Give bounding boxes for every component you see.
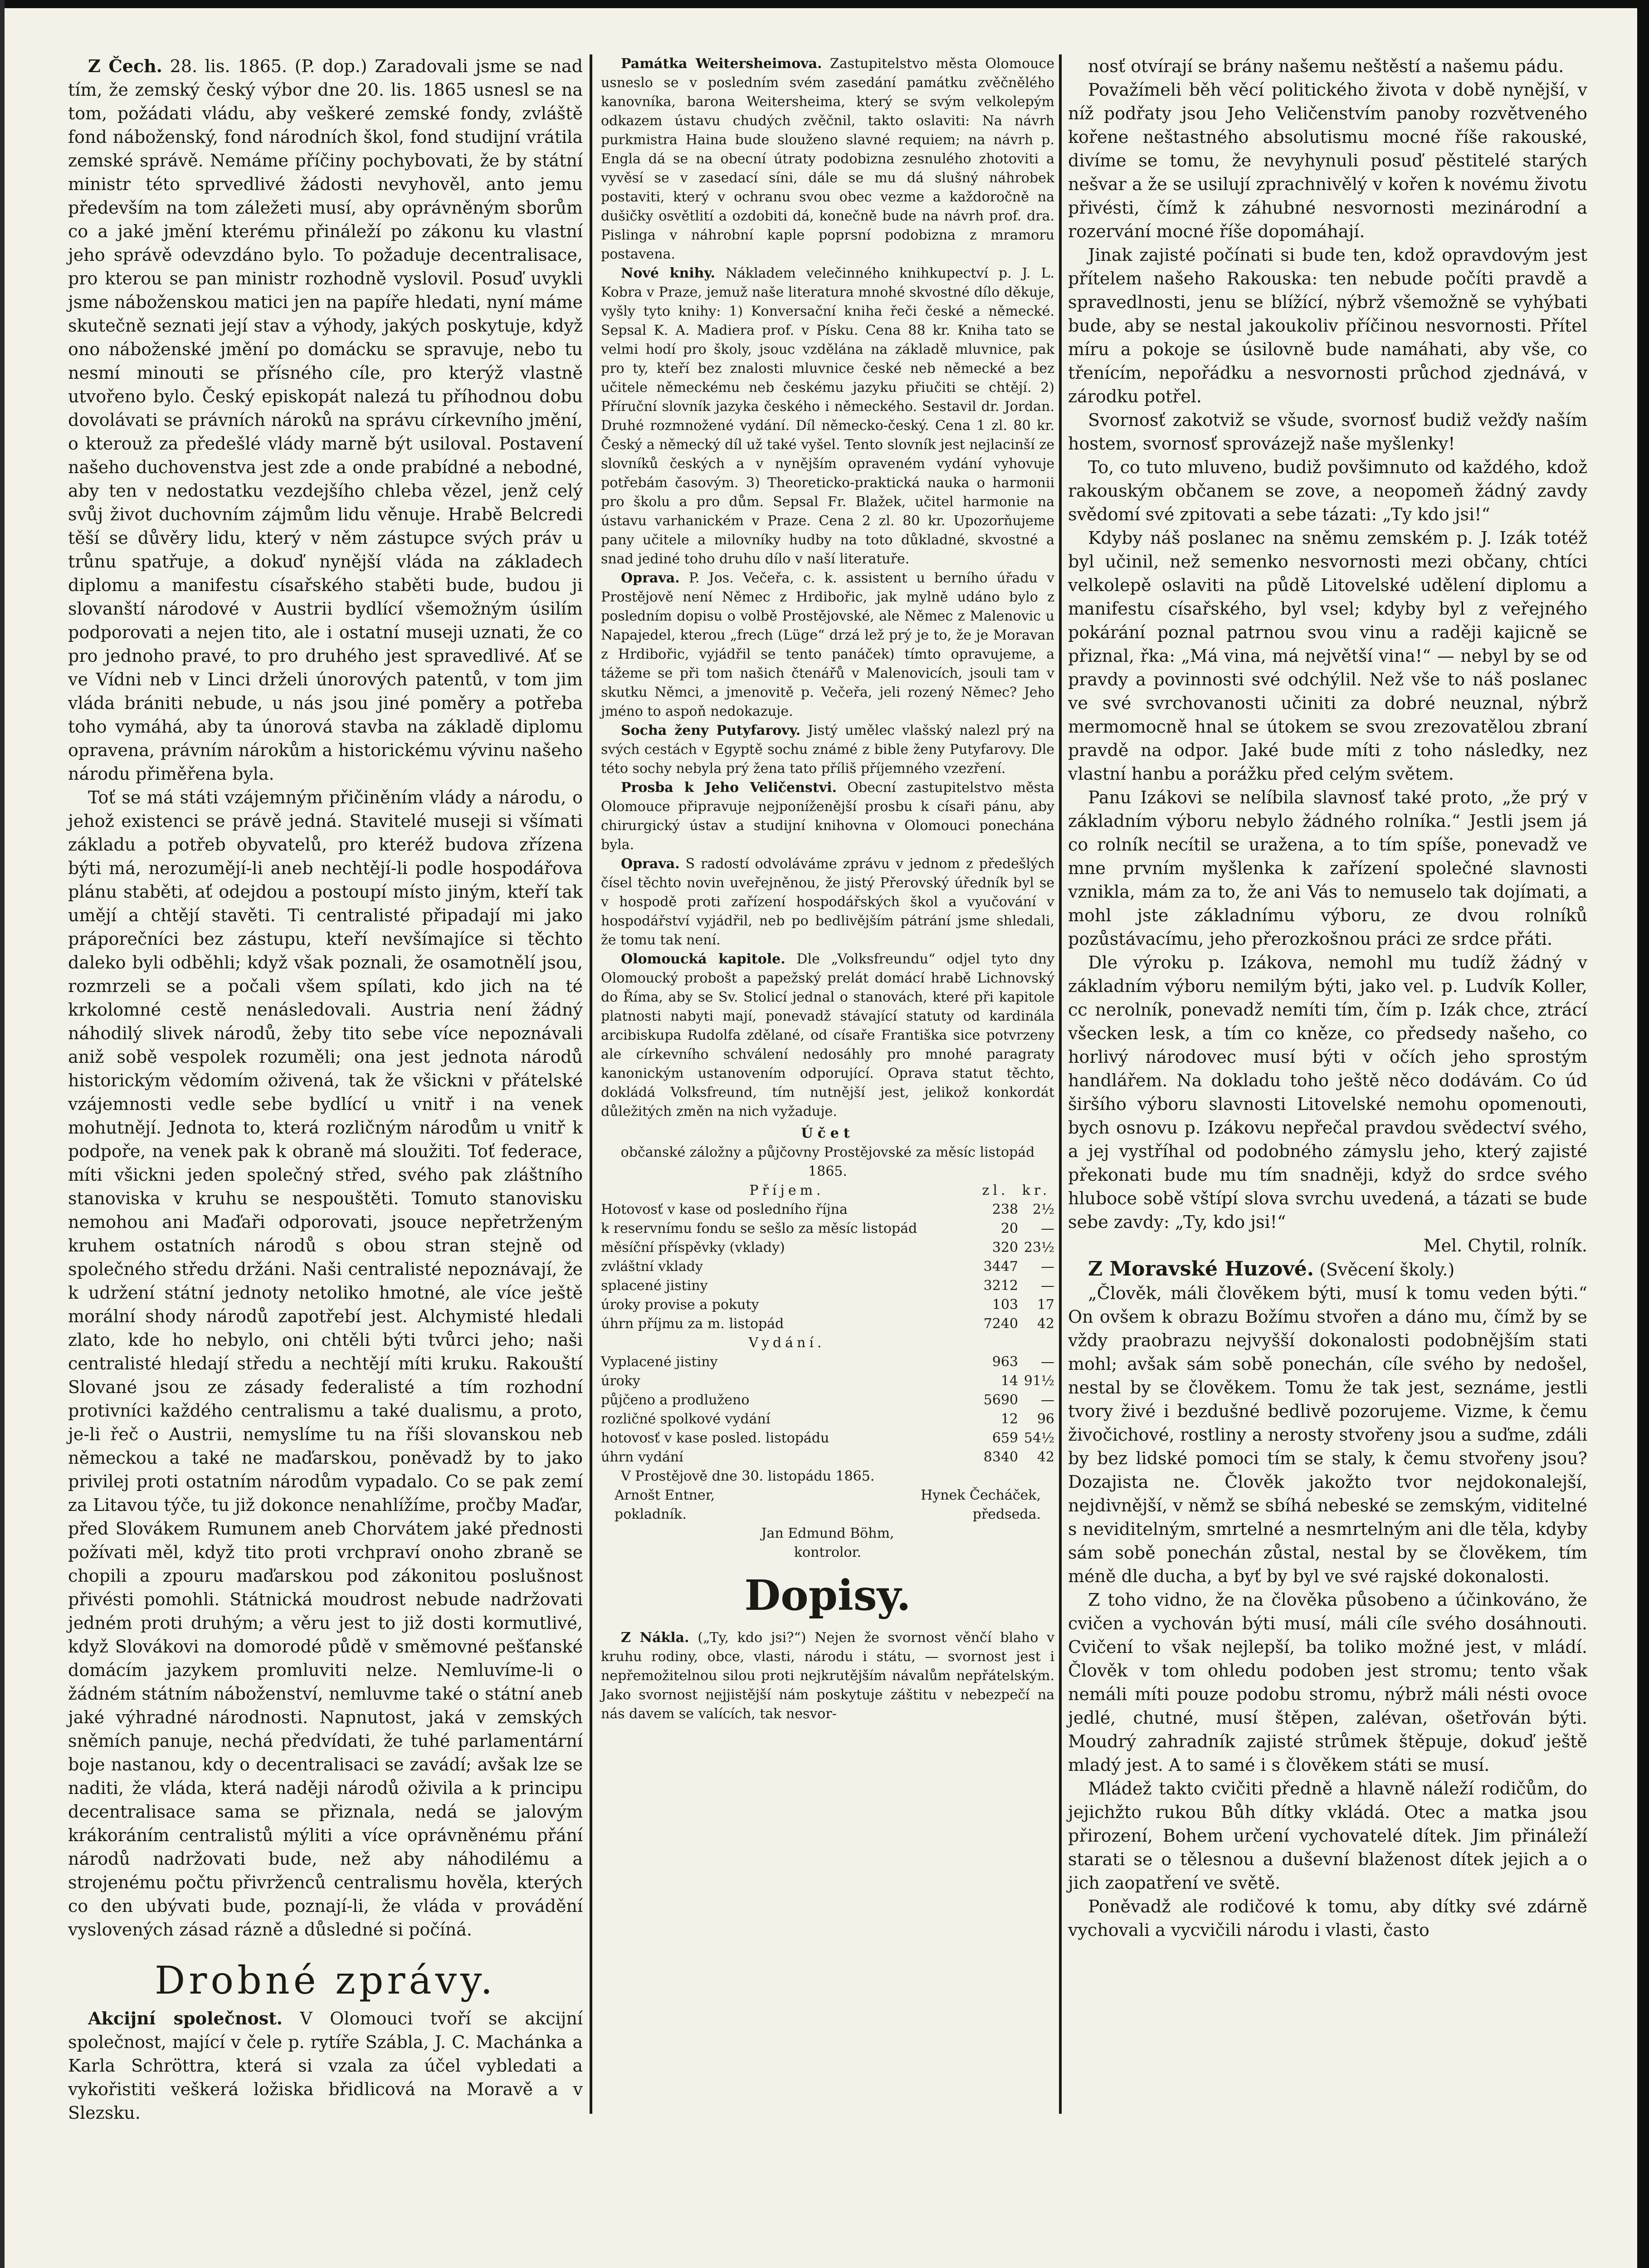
news-item-head: Prosba k Jeho Veličenstvi. [621, 780, 837, 796]
account-row [601, 1238, 1054, 1257]
news-item [601, 264, 1054, 569]
letter-paragraph: Z toho vidno, že na člověka působeno a účinkováno, že cvičen a vychován býti musí, máli cíle svého dosáhnouti. Cvičení to však nejlepší, ba toliko možné jest, v mládí. Člověk v tom ohledu podoben jest stromu; tento však nemáli míti pouze podobu stromu, nýbrž máli nésti ovoce jedlé, chutné, musí štěpen, zalévan, ošetřován býti. Moudrý zahradník zajisté strůmek štěpuje, dokuď ještě mladý jest. A to samé i s člověkem státi se musí. [1068, 1590, 1587, 1775]
article-z-cech [68, 54, 583, 786]
account-row-label: úhrn příjmu za m. listopád [601, 1316, 784, 1332]
letter-head: Z Moravské Huzové. [1088, 1257, 1314, 1281]
letter-huzova [1068, 1257, 1587, 1281]
account-row-kr: — [1041, 1221, 1054, 1237]
news-item-head: Olomoucká kapitole. [621, 951, 785, 967]
letter-signature: Mel. Chytil, rolník. [1423, 1236, 1587, 1256]
account-row-label: úhrn vydání [601, 1449, 683, 1465]
account-row-label: Vyplacené jistiny [601, 1354, 718, 1370]
news-item [601, 721, 1054, 778]
signature-center-name: Jan Edmund Böhm, [761, 1525, 894, 1541]
account-col-kr: kr. [1022, 1183, 1051, 1198]
account-signature-roles [601, 1505, 1054, 1524]
account-row-kr: 23½ [1024, 1240, 1054, 1256]
letter-z-nakla [601, 1628, 1054, 1724]
news-item-text: Nákladem velečinného knihkupectví p. J. L. Kobra v Praze, jemuž naše literatura mnohé skvostné dílo děkuje, vyšly tyto knihy: 1) Konversační kniha řeči české a německé. Sepsal K. A. Madiera prof. v Písku. Cena 88 kr. Kniha tato se velmi hodí pro školy, jsouc vzdělána na základě mluvnice, pak pro ty, kteří bez znalosti mluvnice české neb německé a bez učitele německému neb českému jazyku přiučiti se chtějí. 2) Příruční slovník jazyka českého i německého. Sestavil dr. Jordan. Druhé rozmnožené vydání. Díl německo-český. Cena 1 zl. 80 kr. Český a německý díl už také vyšel. Tento slovník jest nejlacinší ze slovníků českých a v nynějším opraveném vydání vyhovuje potřebám časovým. 3) Theoreticko-praktická nauka o harmonii pro školu a pro dům. Sepsal Fr. Blažek, učitel harmonie na ústavu varhanickém v Praze. Cena 2 zl. 80 kr. Upozorňujeme pany učitele a milovníky hudby na toto důkladné, skvostné a snad jediné toho druhu dílo v naší literatuře. [601, 265, 1054, 567]
account-row-label: hotovosť v kase posled. listopádu [601, 1430, 829, 1446]
section-title-drobne-zpravy: Drobné zprávy. [154, 1958, 497, 2003]
letter-paragraph: Mládež takto cvičiti předně a hlavně náleží rodičům, do jejichžto rukou Bůh dítky vkládá. Otec a matka jsou přirození, Bohem určení vychovatelé dítek. Jim přináleží starati se o tělesnou a duševní blaženost dítek jejich a o jich zaopatření ve světě. [1068, 1779, 1587, 1893]
news-item-text: Zastupitelstvo města Olomouce usneslo se v posledním svém zasedání památku zvěčnělého kanovníka, barona Weitersheima, který se svým velkolepým odkazem ústavu chudých zvěčnil, takto oslaviti: Na návrh purkmistra Haina bude slouženo slavné requiem; na návrh p. Engla dá se na obecní útraty podobizna zesnulého zhotoviti a vyvěsí se v zasedací síni, dále se mu dá slušný náhrobek postaviti, který v ochranu svou obec vezme a každoročně na dušičky osvětlití a ozdobiti dá, konečně bude na návrh prof. dra. Pislinga v náhrobní kaple poprsní podobizna z mramoru postavena. [601, 56, 1054, 262]
account-table [601, 1181, 1054, 1467]
account-row-zl: 320 [992, 1240, 1018, 1256]
account-row-kr: 2½ [1032, 1202, 1054, 1217]
letter-paragraph: Poněvadž ale rodičové k tomu, aby dítky své zdárně vychovali a vycvičili národu i vlasti, často [1068, 1897, 1587, 1940]
account-row [601, 1391, 1054, 1410]
article-lead: Z Čech. [88, 56, 162, 76]
account-header-row [601, 1181, 1054, 1200]
news-item [68, 2007, 583, 2125]
account-row [601, 1410, 1054, 1429]
account-row [601, 1353, 1054, 1372]
news-item [601, 569, 1054, 721]
account-row-kr: 54½ [1024, 1430, 1054, 1446]
account-row-label: rozličné spolkové vydání [601, 1411, 771, 1427]
account-row-label: půjčeno a prodluženo [601, 1392, 750, 1408]
news-item [601, 855, 1054, 950]
signature-left-role: pokladník. [615, 1506, 687, 1522]
account-row [601, 1429, 1054, 1448]
account-row-kr: 42 [1037, 1316, 1054, 1332]
account-row-zl: 7240 [983, 1316, 1018, 1332]
news-item-head: Oprava. [621, 570, 680, 586]
scan-border-top [0, 0, 1649, 8]
account-subtitle: občanské záložny a půjčovny Prostějovské za měsíc listopád 1865. [620, 1144, 1035, 1179]
news-item-text: Obecní zastupitelstvo města Olomouce připravuje nejponíženější prosbu k císaři pánu, aby chirurgický ústav a studijní knihovna v Olomouci ponechána byla. [601, 780, 1054, 853]
news-item-head: Oprava. [621, 856, 680, 872]
letter-paragraph: To, co tuto mluveno, budiž povšimnuto od každého, kdož rakouským občanem se zove, a neopomeň žádný zavdy svědomí své zpitovati a sebe tázati: „Ty kdo jsi!“ [1068, 457, 1587, 524]
signature-center-role: kontrolor. [794, 1545, 862, 1560]
account-expense-label: Vydání. [748, 1335, 825, 1351]
letter-paragraph: nosť otvírají se brány našemu neštěstí a našemu pádu. [1088, 56, 1564, 76]
signature-right-name: Hynek Čecháček, [921, 1487, 1041, 1503]
letter-head: Z Nákla. [621, 1630, 689, 1646]
account-expense-header-row [601, 1334, 1054, 1353]
letter-paragraph: „Člověk, máli člověkem býti, musí k tomu veden býti.“ On ovšem k obrazu Božímu stvořen a dáno mu, čímž by se vždy praobrazu nejvyšší dokonalosti podobnějším stati mohl; avšak sám sobě ponechán, cíle svého by nedošel, nestal by se člověkem. Tomu že tak jest, seznáme, jestli tvory živé i bezdušné bedlivě pozorujeme. Vizme, k čemu živočichové, rostliny a nerosty stvořeny jsou a suďme, zdáli by bez lidské pomoci tím se staly, k čemu stvořeny jsou? Dozajista ne. Člověk jakožto tvor nejdokonalejší, nejdivnější, v němž se sbíhá nebeské se zemským, viditelné s neviditelným, smrtelné a nesmrtelným ani dle těla, kdyby sám sobě ponechán zůstal, nestal by se člověkem, tím méně dle ducha, a byť by byl ve své rajské dokonalosti. [1068, 1283, 1587, 1586]
scan-border-left [0, 0, 5, 2268]
account-col-zl: zl. [982, 1183, 1009, 1198]
letter-paragraph: Svornosť zakotviž se všude, svornosť budiž vežďy naším hostem, svornosť sprovázejž naše myšlenky! [1068, 410, 1587, 454]
news-item [601, 950, 1054, 1121]
account-row-kr: — [1041, 1392, 1054, 1408]
letter-paragraph: Považímeli běh věcí politického života v době nynější, v níž podřaty jsou Jeho Veličenstvím panoby rozvětveného kořene neštastného absolutismu mocné říše rakouské, divíme se tomu, že nevyhynuli posuď pěstitelé starých nešvar a že se usilují zprachnivělý v kořen k novému životu přivésti, čímž k záhubné nesvornosti mezinárodní a rozervání mocné říše dopomáhají. [1068, 80, 1587, 241]
news-item-text: Jistý umělec vlašský nalezl prý na svých cestách v Egyptě sochu známé z bible ženy Putyfarovy. Dle této sochy nebyla prý žena tato příliš příjemného vzezření. [601, 723, 1054, 777]
article-paragraph: Toť se má státi vzájemným přičiněním vlády a národu, o jehož existenci se právě jedná. Stavitelé museji si všímati základu a potřeb obyvatelů, pro kteréž budova zřízena býti má, nerozumějí-li aneb nechtějí-li podle hospodářova plánu staběti, ať odejdou a postoupí místo jiným, kteří tak umějí a chtějí stavěti. Ti centralisté připadají mi jako práporečníci bez zástupu, kteří nevšímajíce si těchto daleko byli odběhli; když však poznali, že osamotnělí jsou, rozmrzeli se a počali všem spílati, kdo jich na té krkolomné cestě nenásledovali. Austria není žádný náhodilý slivek národů, žeby tito sebe více nepoznávali aniž sobě vespolek rozuměli; ona jest jednota národů historickým vědomím oživená, tak že všickni v přátelské vzájemnosti vedle sebe bydlící u vnitř i na venek mohutnějí. Jednota to, která rozličným národům u vnitř k podpoře, na venek pak k obraně má sloužiti. Toť federace, míti všickni jeden společný střed, svého pak zláštního stanoviska v kruhu se nespouštěti. Tomuto stanovisku nemohou ani Maďaři odporovati, jsouce nepřetrženým kruhem ostatních národů s obou stran stejně od společného středu držáni. Naši centralisté nepoznávají, že k udržení státní jednoty netoliko hmotné, ale více ještě morální shody národů zapotřebí jest. Alchymisté hledali zlato, kde ho nebylo, oni chtěli býti tvůrci jeho; naši centralisté hledají středu a nechtějí míti kruku. Rakouští Slované jsou ze zásady federalisté a tím rozhodní protivníci každého centralismu a také dualismu, a proto, je-li řeč o Austrii, nemyslíme tu na říši slovanskou neb německou a také ne maďarskou, poněvadž by to jako privilej proti ostatním národům vypadalo. Co se pak zemí za Litavou týče, tu již dokonce nenahlížíme, pročby Maďar, před Slovákem Rumunem aneb Chorvátem jaké přednosti požívati měl, když tito proti vrchpraví onoho zbraně se chopili a zpouru maďarskou pod zákonitou poslušnost přivésti pomohli. Státnická moudrost nebude nadržovati jedném proti druhým; a věru jest to již dosti kormutlivé, když Slovákovi na domorodé půdě v směmovné pešťanské domácím jazykem promluviti nelze. Nemluvíme-li o žádném státním náboženství, nemluvme také o státní aneb jaké výhradné národnosti. Napnutost, jaká v zemských sněmích panuje, nechá předvídati, že tuhé parlamentární boje nastanou, kdy o decentralisaci se zavádí; avšak lze se naditi, že vláda, která naději národů oživila a k principu decentralisace sama se přiznala, nedá se jalovým krákoráním centralistů mýliti a více oprávněnému přání národů nadržovati bude, než aby náhodilému a strojenému počtu přivrženců centralismu hověla, kterých co den ubývati bude, poznají-li, že vláda v provádění vyslovených zásad rázně a důsledné si počíná. [68, 787, 583, 1940]
article-text: 28. lis. 1865. (P. dop.) Zaradovali jsme se nad tím, že zemský český výbor dne 20. lis. 1865 usnesl se na tom, požádati vládu, aby veškeré zemské fondy, zvláště fond náboženský, fond národních škol, fond studijní vrátila zemské správě. Nemáme příčiny pochybovati, že by státní ministr této sprvedlivé žádosti nevyhověl, anto jemu především na tom záležeti musí, aby oprávněným sborům co a jaké jmění kterému přináleží po zákonu ku vlastní jeho správě odevzdáno bylo. To požaduje decentralisace, pro kterou se pan ministr rozhodně vyslovil. Posuď uvykli jsme náboženskou matici jen na papíře hledati, nyní máme skutečně seznati její stav a výhody, jakých poskytuje, když ono náboženské jmění po domácku se spravuje, nebo tu nesmí minouti se přísného cíle, pro kterýž vlastně utvořeno bylo. Český episkopát nalezá tu příhodnou dobu dovolávati se právních nároků na správu církevního jmění, o kterouž za předešlé vlády marně být usiloval. Postavení našeho duchovenstva jest zde a onde prabídné a nebodné, aby ten v nedostatku vezdejšího chleba vězel, jenž celý svůj život duchovním zájmům lidu věnuje. Hrabě Belcredi těší se důvěry lidu, který v něm zástupce svých práv u trůnu spatřuje, a dokuď nynější vláda na základech diplomu a manifestu císařského staběti bude, budou ji slovanští národové v Austrii bydlící všemožným úsilím podporovati a nejen tito, ale i ostatní museji uznati, že co pro jednoho pravé, to pro druhého jest spravedlivé. Ať se ve Vídni neb v Linci drželi únorových patentů, v tom jim vláda brániti nebude, u nás jsou jiné poměry a potřeba toho vymáhá, aby ta únorová stavba na základě diplomu opravena, právním nárokům a historickému vývinu našeho národu přiměřena byla. [68, 56, 583, 784]
account-signatures [601, 1486, 1054, 1505]
news-item-text: V Olomouci tvoří se akcijní společnost, mající v čele p. rytíře Szábla, J. C. Machánka a Karla Schröttra, která si vzala za účel vybledati a vykořistiti veškerá ložiska břidlicová na Moravě a v Slezsku. [68, 2009, 583, 2123]
account-row [601, 1295, 1054, 1315]
news-item [601, 54, 1054, 264]
news-item-text: P. Jos. Večeřa, c. k. assistent u berního úřadu v Prostějově není Němec z Hrdibořic, jak mylně udáno bylo z posledním dopisu o volbě Prostějovské, ale Němec z Malenovic u Napajedel, kterou „frech (Lüge“ drzá lež prý je to, že je Moravan z Hrdibořic, vyjádřil se tento panáček) tímto opravujeme, a tážeme se při tom našich čtenářů v Malenovicích, jsouli tam v skutku Němci, a jmenovitě p. Večeřa, jeli rozený Němec? Jeho jméno to aspoň nedokazuje. [601, 570, 1054, 719]
account-row [601, 1372, 1054, 1391]
letter-paragraph: Dle výroku p. Izákova, nemohl mu tudíž žádný v základním výboru nemilým býti, jako vel. p. Ludvík Koller, cc nerolník, ponevadž nemíti tím, čím p. Izák chce, ztrácí všecken lesk, a tím co kněze, co předsedy našeho, co horlivý národovec musí býti v očích jeho sprostým handlářem. Na dokladu toho ještě něco dodávám. Co úd širšího výboru slavnosti Litovelské nemohu opomenouti, bych osnovu p. Izákovu nepřečal pravdou svědectví svého, a jej vystříhal od podobného zámyslu jeho, který zajisté překonati bude mu tím snadněji, když do srdce svého hluboce sobě vštípí slova svrchu uvedená, a tázati se bude sebe zavdy: „Ty, kdo jsi!“ [1068, 953, 1587, 1232]
account-row [601, 1276, 1054, 1295]
news-item-text: Dle „Volksfreundu“ odjel tyto dny Olomoucký probošt a papežský prelát domácí hrabě Lichnovský do Říma, aby se Sv. Stolicí jednal o stanovách, které při kapitole platnosti nabyti mají, ponevadž stávající statuty od kardinála arcibiskupa Rudolfa zdělané, od císaře Františka sice potvrzeny ale církevního schválení nedosáhly pro mnohé paragraty kanonickým ustanovením odporující. Oprava statut těchto, dokládá Volksfreund, tím nutnější jest, jelikož konkordát důležitých změn na nich vyžaduje. [601, 951, 1054, 1119]
account-row-zl: 3447 [983, 1259, 1018, 1275]
account-row-label: splacené jistiny [601, 1278, 708, 1294]
account-row [601, 1200, 1054, 1219]
column-3 [1068, 54, 1587, 1942]
account-row-kr: 96 [1037, 1411, 1054, 1427]
account-row-zl: 659 [992, 1430, 1018, 1446]
account-row-zl: 5690 [983, 1392, 1018, 1408]
letter-tag: (Svěcení školy.) [1319, 1260, 1455, 1280]
signature-left-name: Arnošt Entner, [615, 1487, 715, 1503]
account-row [601, 1448, 1054, 1467]
news-item-head: Nové knihy. [621, 265, 715, 281]
letter-paragraph: Jinak zajisté počínati si bude ten, kdož opravdovým jest přítelem našeho Rakouska: ten nebude počíti pravdě a spravedlnosti, jenu se blížící, nýbrž všemožně se vyhýbati bude, aby se nestal jakoukoliv příčinou nesvornosti. Přítel míru a pokoje se úsilovně bude namáhati, aby vše, co třenícím, nepořádku a nesvornosti průchod zjednává, v zárodku potřel. [1068, 245, 1587, 406]
account-row-kr: — [1041, 1354, 1054, 1370]
account-income-label: Příjem. [749, 1183, 824, 1198]
account-row-kr: 17 [1037, 1297, 1054, 1313]
section-title-dopisy: Dopisy. [744, 1571, 911, 1620]
account-row-zl: 963 [992, 1354, 1018, 1370]
account-row [601, 1219, 1054, 1238]
news-item-head: Socha ženy Putyfarovy. [621, 723, 801, 738]
column-2 [601, 54, 1054, 1724]
account-income-rows [601, 1200, 1054, 1334]
account-row-zl: 14 [1000, 1373, 1018, 1389]
account-row-kr: 91½ [1024, 1373, 1054, 1389]
account-row-zl: 238 [992, 1202, 1018, 1217]
news-item-head: Památka Weitersheimova. [621, 56, 822, 72]
account-row-zl: 3212 [983, 1278, 1018, 1294]
letter-paragraph: Panu Izákovi se nelíbila slavnosť také proto, „že prý v základním výboru nebylo žádného rolníka.“ Jestli jsem já co rolník necítil se uražena, a to tím spíše, ponevadž ve mne prvním myšlenka k zařízení společné slavnosti vznikla, mám za to, že ani Vás to nemuselo tak dojímati, a mohl jste základnímu výboru, ze dvou rolníků pozůstávacímu, jeho přerozkošnou práci ze srdce přáti. [1068, 787, 1587, 949]
account-row-kr: 42 [1037, 1449, 1054, 1465]
letter-paragraph: Kdyby náš poslanec na sněmu zemském p. J. Izák totéž byl učinil, než semenko nesvornosti mezi občany, chtíci velkolepě oslaviti na půdě Litovelské udělení diplomu a manifestu císařského, byl vsel; kdyby byl z veřejného pokárání poznal patrnou svou vinu a raději kajicně se přiznal, řka: „Má vina, má největší vina!“ — nebyl by se od pravdy a povinnosti své odchýlil. Než vše to náš poslanec ve své svrchovanosti učiniti za dobré neuznal, nýbrž mermomocně hnal se útokem se svou zrezovatělou zbraní pravdě na odpor. Jaké bude míti z toho následky, nez vlastní hanbu a porážku před celým světem. [1068, 528, 1587, 784]
account-row-label: úroky [601, 1373, 640, 1389]
account-expense-rows [601, 1353, 1054, 1467]
account-row-zl: 8340 [983, 1449, 1018, 1465]
scan-border-right [1637, 0, 1649, 2268]
account-row [601, 1257, 1054, 1276]
column-rule [590, 54, 592, 2114]
news-item [601, 778, 1054, 855]
account-row-label: zvláštní vklady [601, 1259, 703, 1275]
account-row [601, 1315, 1054, 1334]
account-row-label: úroky provise a pokuty [601, 1297, 759, 1313]
account-row-zl: 103 [992, 1297, 1018, 1313]
column-rule [1059, 54, 1062, 2114]
account-row-label: k reservnímu fondu se sešlo za měsíc listopád [601, 1221, 917, 1237]
account-row-kr: — [1041, 1278, 1054, 1294]
account-row-zl: 20 [1000, 1221, 1018, 1237]
account-row-kr: — [1041, 1259, 1054, 1275]
account-date: V Prostějově dne 30. listopádu 1865. [621, 1468, 875, 1484]
account-row-label: Hotovosť v kase od posledního října [601, 1202, 848, 1217]
letter-text: („Ty, kdo jsi?“) Nejen že svornost věnčí blaho v kruhu rodiny, obce, vlasti, národu i státu, — svornost jest i nepřemožitelnou silou proti nejkrutějším návalům nepřátelským. Jako svornost nejjistější nám poskytuje záštitu v nebezpečí na nás davem se valících, tak nesvor- [601, 1630, 1054, 1722]
signature-right-role: předseda. [972, 1506, 1041, 1522]
account-row-zl: 12 [1000, 1411, 1018, 1427]
account-title: Účet [801, 1125, 854, 1141]
news-item-text: S radostí odvoláváme zprávu v jednom z předešlých čísel těchto novin uveřejněnou, že jistý Přerovský úředník byl se v hospodě proti zařízení hospodářských škol a vyučování v hospodářství vyjádřil, neb po bedlivějším pátrání jsme shledali, že tomu tak není. [601, 856, 1054, 948]
column-1 [68, 54, 583, 2125]
news-item-head: Akcijní společnost. [88, 2008, 283, 2028]
account-row-label: měsíční příspěvky (vklady) [601, 1240, 785, 1256]
